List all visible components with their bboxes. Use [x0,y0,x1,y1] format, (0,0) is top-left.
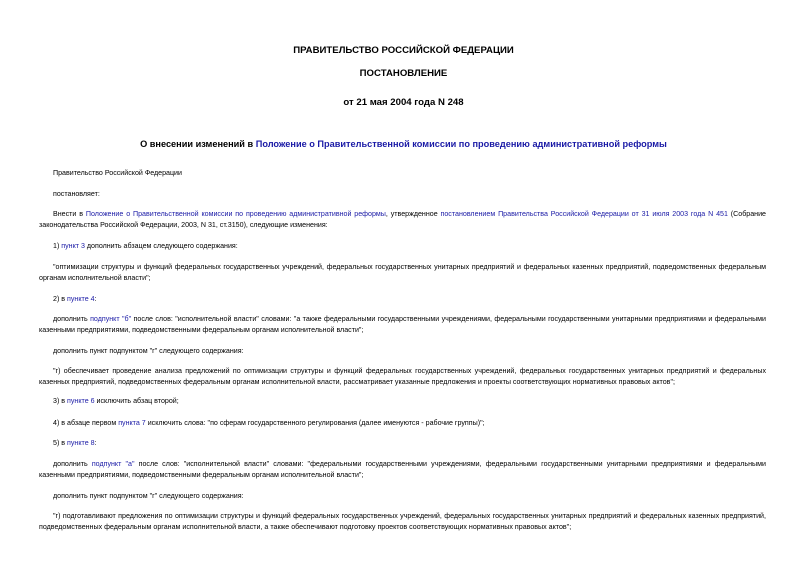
paragraph-item-4 [39,418,766,429]
clause-7-link[interactable]: пункта 7 [118,419,146,427]
document-type: ПОСТАНОВЛЕНИЕ [359,68,448,79]
item-4-text-1: 4) в абзаце первом [53,419,119,427]
clause-4-link[interactable]: пункте 4 [67,295,95,303]
supplement-b-text-1: дополнить [53,315,91,323]
paragraph-item-2 [39,294,766,305]
item-4-text-2: исключить слова: "по сферам государственного регулирования (далее именуются - рабочие группы)"; [145,419,485,427]
paragraph-quote-optimization: "оптимизации структуры и функций федеральных государственных учреждений, федеральных государственных унитарных предприятий и федеральных казенных предприятий, подведомственных федеральным органам исполнительной власти"; [39,263,766,282]
item-2-text-1: 2) в [53,295,68,303]
supplement-a-text-1: дополнить [53,460,92,468]
paragraph-add-subclause-g-2: дополнить пункт подпунктом "г" следующего содержания: [53,492,244,500]
government-title: ПРАВИТЕЛЬСТВО РОССИЙСКОЙ ФЕДЕРАЦИИ [293,45,514,56]
paragraph-item-3 [39,396,766,407]
subclause-a-link[interactable]: подпункт "а" [91,460,135,468]
amend-intro-text-1: Внести в [53,210,86,218]
clause-3-link[interactable]: пункт 3 [61,242,85,250]
item-1-text-2: дополнить абзацем следующего содержания: [84,242,238,250]
paragraph-supplement-a [39,459,766,481]
document-subject [0,138,807,150]
document-date-number: от 21 мая 2004 года N 248 [343,97,464,108]
clause-6-link[interactable]: пункте 6 [67,397,95,405]
amend-intro-text-3: (Собрание законодательства Российской Федерации, 2003, N 31, ст.3150), следующие изменения: [39,210,766,229]
item-3-text-1: 3) в [53,397,68,405]
subject-prefix: О внесении изменений в [140,139,256,149]
item-1-text-1: 1) [53,242,62,250]
subject-regulation-link[interactable]: Положение о Правительственной комиссии по проведению административной реформы [255,139,667,149]
paragraph-supplement-b [39,314,766,336]
clause-8-link[interactable]: пункте 8 [67,439,95,447]
supplement-a-text-2: после слов: "исполнительной власти" словами: "федеральными государственными учреждениями, федеральными государственными унитарными предприятиями и федеральными казенными предприятиями, подведомственными федеральным органам исполнительной власти"; [39,460,766,479]
subclause-b-link[interactable]: подпункт "б" [90,315,132,323]
amend-intro-text-2: , утвержденное [385,210,441,218]
paragraph-quote-g-prepare: "г) подготавливают предложения по оптимизации структуры и функций федеральных государственных учреждений, федеральных государственных унитарных предприятий и федеральных казенных предприятий, подведомственных федеральным органам исполнительной власти, а также обеспечивают подготовку проектов соответствующих нормативных правовых актов"; [39,512,766,531]
paragraph-amend-intro [39,209,766,231]
item-5-text-1: 5) в [53,439,68,447]
paragraph-decrees: постановляет: [53,190,100,198]
supplement-b-text-2: после слов: "исполнительной власти" словами: "а также федеральными государственными учреждениями, федеральными государственными унитарными предприятиями и федеральными казенными предприятиями, подведомственными федеральным органам исполнительной власти"; [39,315,767,334]
item-5-text-2: : [94,439,97,447]
regulation-link[interactable]: Положение о Правительственной комиссии по проведению административной реформы [85,210,386,218]
resolution-451-link[interactable]: постановлением Правительства Российской Федерации от 31 июля 2003 года N 451 [440,210,728,218]
paragraph-item-5 [39,438,766,449]
item-3-text-2: исключить абзац второй; [94,397,179,405]
paragraph-quote-g-analysis: "г) обеспечивает проведение анализа предложений по оптимизации структуры и функций федеральных государственных учреждений, федеральных государственных унитарных предприятий и федеральных казенных предприятий, подведомственных федеральным органам исполнительной власти, рассматривает указанные предложения и проекты соответствующих нормативных правовых актов"; [39,367,766,386]
paragraph-item-1 [39,241,766,252]
paragraph-government: Правительство Российской Федерации [53,169,182,177]
paragraph-add-subclause-g: дополнить пункт подпунктом "г" следующего содержания: [53,347,244,355]
item-2-text-2: : [94,295,97,303]
